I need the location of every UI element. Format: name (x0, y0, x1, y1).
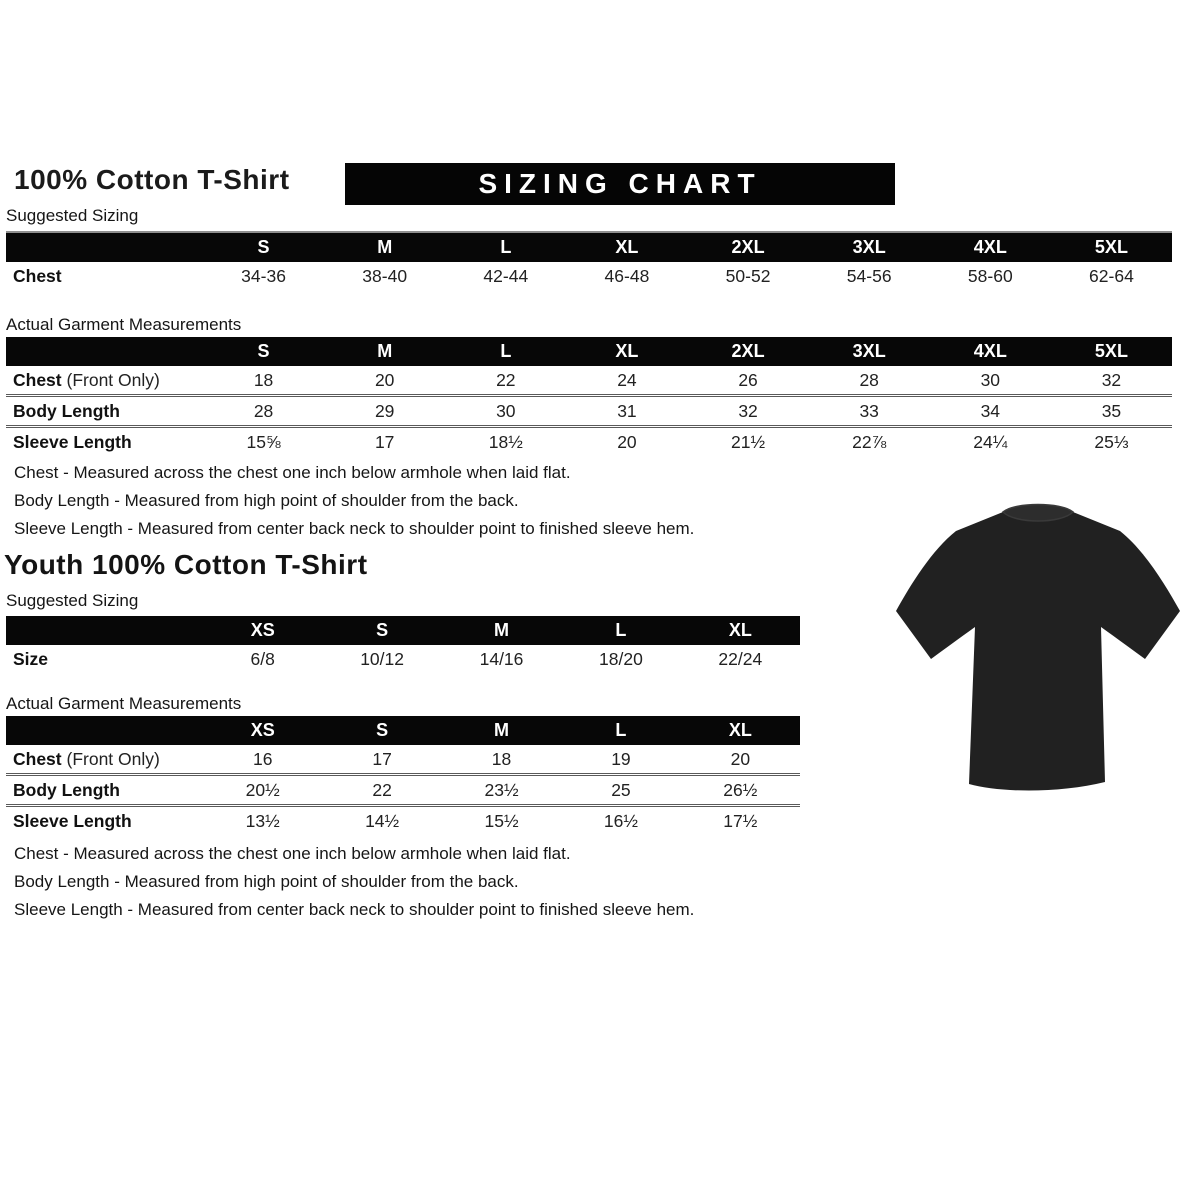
table-row (6, 745, 800, 773)
table-cell: 22/24 (718, 648, 763, 669)
column-header: L (500, 341, 512, 361)
column-header: S (376, 720, 389, 740)
youth-measurement-notes (14, 840, 834, 924)
youth-title: Youth 100% Cotton T-Shirt (4, 549, 368, 580)
table-cell: 62-64 (1089, 265, 1134, 286)
adult-garment-measurements-label: Actual Garment Measurements (6, 315, 242, 334)
table-cell: 17½ (723, 810, 758, 831)
row-label: Sleeve Length (13, 431, 132, 452)
table-cell: 20½ (245, 779, 280, 800)
column-header: XL (615, 237, 639, 257)
table-row (6, 262, 1172, 290)
table-cell: 28 (253, 400, 274, 421)
table-cell: 21½ (731, 431, 766, 452)
table-cell: 31 (617, 400, 637, 421)
row-label: Body Length (13, 779, 120, 800)
table-cell: 58-60 (967, 265, 1013, 286)
table-cell: 16½ (603, 810, 638, 831)
table-cell: 28 (859, 369, 879, 390)
row-label: Chest (13, 265, 62, 286)
column-header: 2XL (731, 237, 765, 257)
table-header-row (6, 716, 800, 745)
table-row (6, 645, 800, 673)
table-cell: 22⅞ (852, 431, 887, 452)
table-cell: 20 (374, 369, 395, 390)
table-cell: 34 (980, 400, 1001, 421)
youth-garment-measurements-label: Actual Garment Measurements (6, 694, 242, 713)
column-header: 4XL (973, 341, 1007, 361)
youth-suggested-sizing-table (6, 616, 800, 673)
column-header: 5XL (1094, 237, 1128, 257)
adult-garment-measurements-table (6, 337, 1172, 456)
note-body-length: Body Length - Measured from high point of shoulder from the back. (14, 491, 519, 510)
table-cell: 26 (738, 369, 758, 390)
column-header: 3XL (852, 341, 886, 361)
table-row (6, 425, 1172, 456)
table-cell: 15½ (484, 810, 519, 831)
table-cell: 17 (374, 431, 395, 452)
table-header-row (6, 233, 1172, 262)
table-row (6, 394, 1172, 425)
row-label: Chest (Front Only) (13, 748, 160, 769)
column-header: S (257, 341, 270, 361)
table-cell: 10/12 (360, 648, 404, 669)
column-header: L (500, 237, 512, 257)
table-cell: 16 (252, 748, 273, 769)
column-header: XL (728, 620, 752, 640)
page-title: 100% Cotton T-Shirt (14, 164, 290, 195)
note-chest: Chest - Measured across the chest one inch below armhole when laid flat. (14, 463, 571, 482)
youth-suggested-sizing-label: Suggested Sizing (6, 591, 800, 618)
table-header-row (6, 616, 800, 645)
table-cell: 6/8 (250, 648, 275, 669)
column-header: 2XL (731, 341, 765, 361)
column-header: M (494, 720, 510, 740)
sizing-chart-banner-label: SIZING CHART (478, 168, 762, 199)
table-cell: 26½ (723, 779, 758, 800)
adult-suggested-sizing-table (6, 233, 1172, 290)
column-header: M (377, 341, 393, 361)
adult-measurement-notes (14, 459, 834, 543)
note-body-length: Body Length - Measured from high point of shoulder from the back. (14, 872, 519, 891)
table-cell: 15⅝ (246, 431, 281, 452)
table-cell: 50-52 (725, 265, 771, 286)
sizing-chart-banner (345, 163, 895, 205)
table-cell: 14/16 (479, 648, 524, 669)
table-header-row (6, 337, 1172, 366)
table-cell: 32 (738, 400, 758, 421)
adult-suggested-sizing-label: Suggested Sizing (6, 206, 1172, 233)
table-cell: 17 (372, 748, 392, 769)
table-cell: 34-36 (241, 265, 286, 286)
row-label: Chest (Front Only) (13, 369, 160, 390)
note-chest: Chest - Measured across the chest one inch below armhole when laid flat. (14, 844, 571, 863)
table-cell: 18 (491, 748, 512, 769)
table-cell: 25 (611, 779, 631, 800)
table-cell: 32 (1101, 369, 1122, 390)
row-label: Sleeve Length (13, 810, 132, 831)
table-cell: 22 (496, 369, 516, 390)
note-sleeve-length: Sleeve Length - Measured from center back neck to shoulder point to finished sleeve hem. (14, 519, 695, 538)
column-header: XS (250, 620, 275, 640)
youth-garment-measurements-table (6, 716, 800, 835)
column-header: XL (728, 720, 752, 740)
row-label: Body Length (13, 400, 120, 421)
column-header: 4XL (973, 237, 1007, 257)
column-header: L (615, 720, 627, 740)
table-row (6, 804, 800, 835)
column-header: 5XL (1094, 341, 1128, 361)
table-cell: 25⅓ (1094, 431, 1129, 452)
table-cell: 54-56 (846, 265, 892, 286)
table-cell: 24¼ (973, 431, 1008, 452)
table-row (6, 366, 1172, 394)
table-cell: 33 (859, 400, 879, 421)
table-cell: 20 (730, 748, 751, 769)
column-header: XL (615, 341, 639, 361)
table-cell: 30 (980, 369, 1001, 390)
table-cell: 20 (617, 431, 637, 452)
table-cell: 29 (374, 400, 395, 421)
table-cell: 30 (496, 400, 516, 421)
note-sleeve-length: Sleeve Length - Measured from center back neck to shoulder point to finished sleeve hem. (14, 900, 695, 919)
tshirt-body-shape (896, 505, 1180, 791)
column-header: S (257, 237, 270, 257)
table-cell: 18½ (488, 431, 523, 452)
table-cell: 22 (372, 779, 392, 800)
column-header: L (615, 620, 627, 640)
column-header: M (377, 237, 393, 257)
row-label: Size (13, 648, 49, 669)
black-tshirt-image (893, 495, 1183, 797)
table-cell: 18 (253, 369, 274, 390)
table-cell: 35 (1101, 400, 1122, 421)
table-cell: 24 (617, 369, 637, 390)
column-header: M (494, 620, 510, 640)
table-cell: 19 (611, 748, 631, 769)
column-header: S (376, 620, 389, 640)
table-cell: 18/20 (599, 648, 643, 669)
table-cell: 38-40 (362, 265, 408, 286)
column-header: 3XL (852, 237, 886, 257)
table-cell: 14½ (365, 810, 400, 831)
table-cell: 23½ (484, 779, 519, 800)
table-row (6, 773, 800, 804)
table-cell: 13½ (245, 810, 280, 831)
table-cell: 46-48 (604, 265, 650, 286)
table-cell: 42-44 (483, 265, 529, 286)
column-header: XS (250, 720, 275, 740)
